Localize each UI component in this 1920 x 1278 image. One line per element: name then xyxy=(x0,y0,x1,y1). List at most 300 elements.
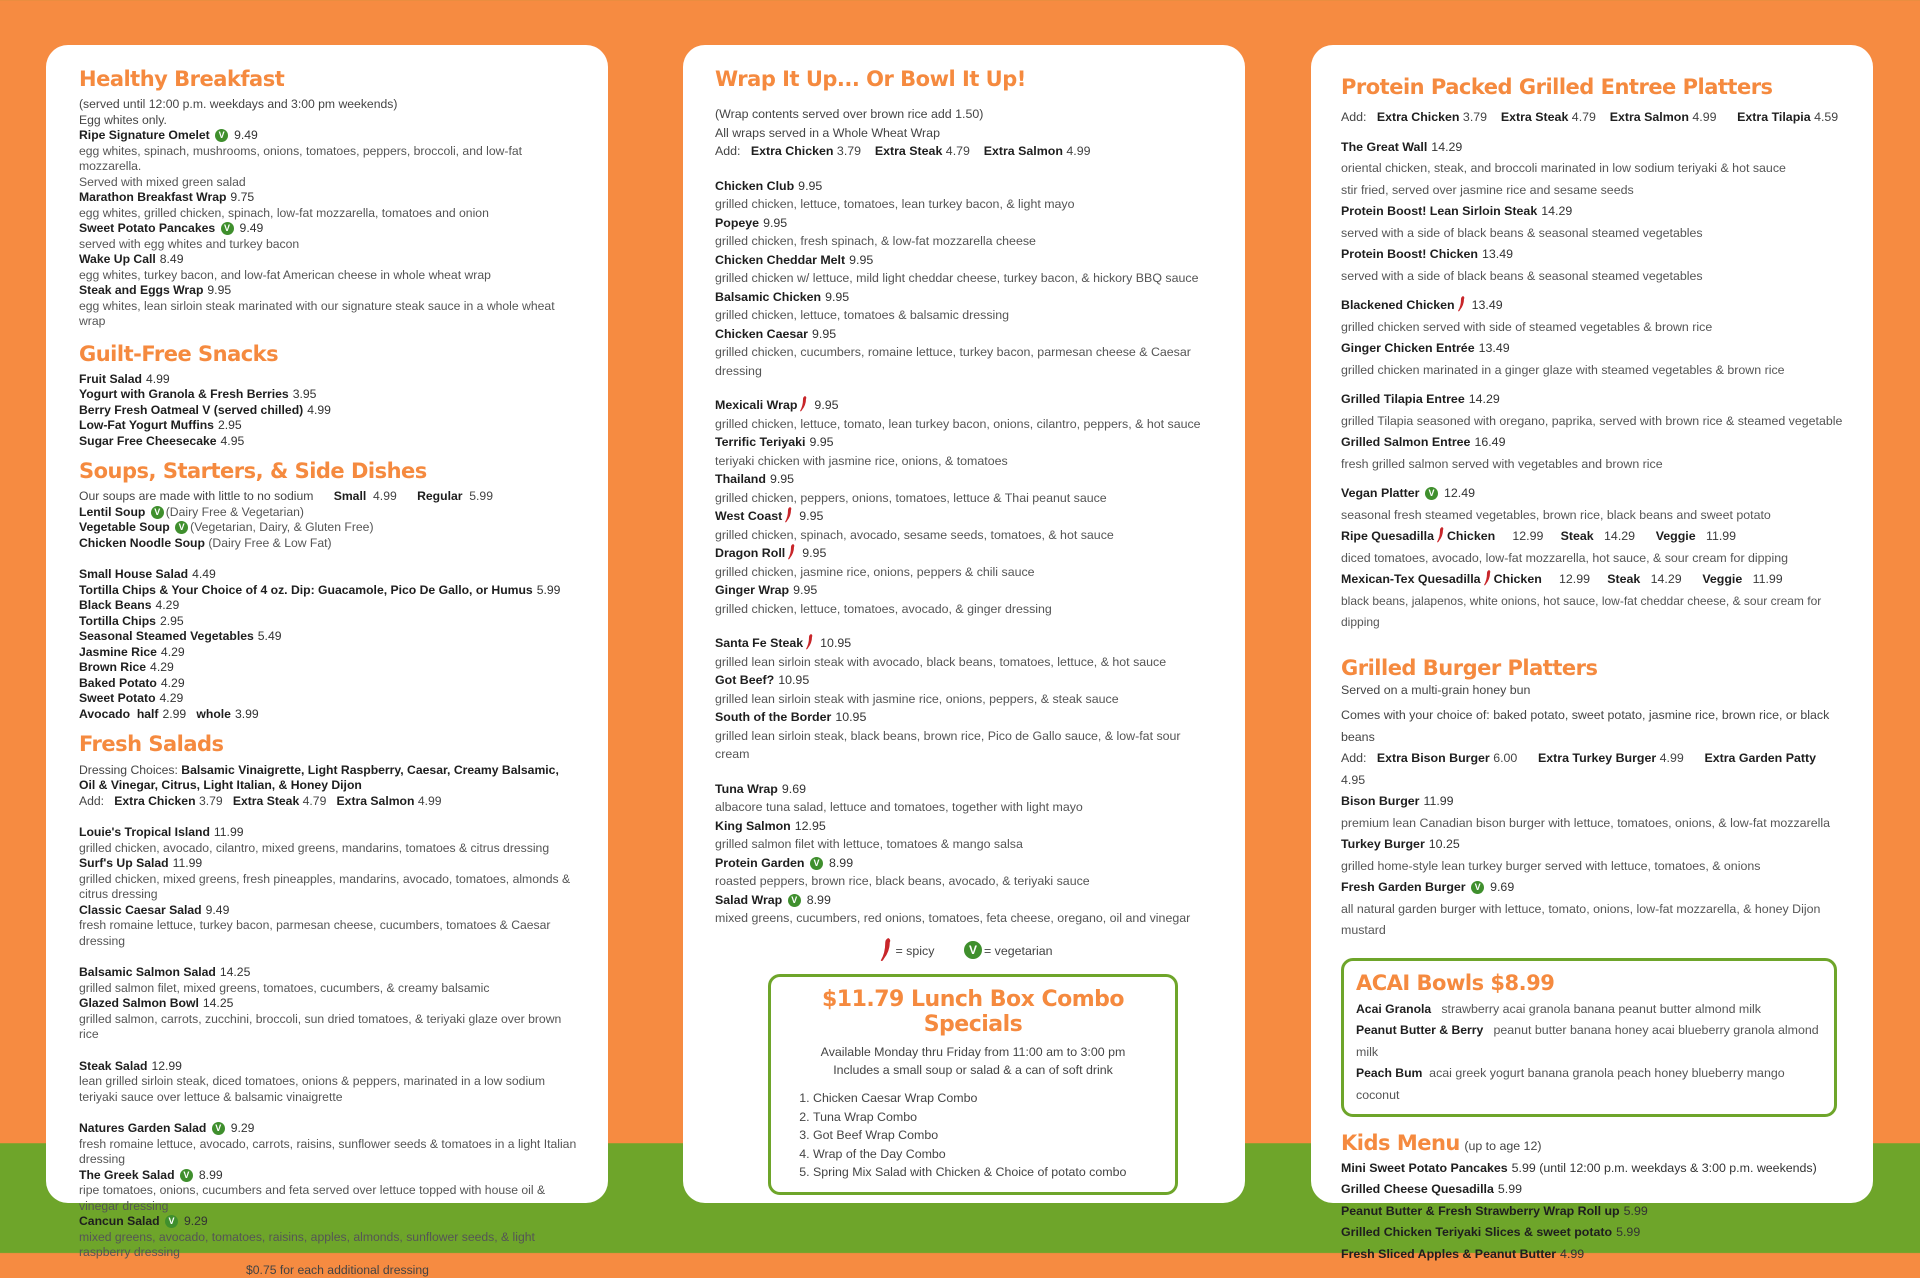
menu-item xyxy=(79,434,578,450)
item-name: Brown Rice xyxy=(79,660,147,675)
option-label: Chicken xyxy=(1446,529,1496,544)
item-name: Ripe Signature Omelet xyxy=(79,128,210,143)
item-price: 13.49 xyxy=(1471,298,1503,313)
item-note: (Dairy Free & Low Fat) xyxy=(208,535,332,550)
sides-list xyxy=(79,567,578,707)
item-price: 8.99 xyxy=(828,855,854,870)
item-price: 14.25 xyxy=(219,965,251,980)
vegetarian-icon: V xyxy=(212,1122,225,1135)
salad-group xyxy=(79,1121,578,1261)
item-name: Vegetable Soup xyxy=(79,520,170,535)
item-price: 4.29 xyxy=(160,675,185,690)
option-label: Steak xyxy=(1607,572,1641,587)
menu-item xyxy=(715,544,1215,563)
item-desc: oriental chicken, steak, and broccoli marinated in low sodium teriyaki & hot sauce xyxy=(1341,161,1786,176)
item-desc: served with a side of black beans & seasonal steamed vegetables xyxy=(1341,268,1703,283)
regular-label: Regular xyxy=(417,489,463,504)
item-price: 8.49 xyxy=(159,252,184,267)
menu-item xyxy=(79,252,578,268)
vegetarian-icon: V xyxy=(964,941,982,959)
item-name: Ginger Chicken Entrée xyxy=(1341,341,1475,356)
item-price: 9.29 xyxy=(183,1214,208,1229)
extra-price: 4.79 xyxy=(1571,110,1596,125)
menu-item xyxy=(79,598,578,614)
item-desc: roasted peppers, brown rice, black beans, avocado, & teriyaki sauce xyxy=(715,874,1090,889)
menu-item xyxy=(715,470,1215,489)
spacer xyxy=(79,949,578,965)
item-name: Peanut Butter & Berry xyxy=(1356,1023,1484,1038)
regular-price: 5.99 xyxy=(469,489,493,504)
dressing-choices xyxy=(79,763,578,779)
item-desc: grilled chicken, lettuce, tomato, lean turkey bacon, onions, cilantro, peppers, & hot sauce xyxy=(715,416,1201,431)
item-price: 4.99 xyxy=(145,371,170,386)
menu-item xyxy=(715,891,1215,910)
combo-list xyxy=(787,1089,1159,1182)
menu-item xyxy=(715,854,1215,873)
item-price: 16.49 xyxy=(1474,435,1506,450)
vegetarian-icon: V xyxy=(215,129,228,142)
item-name: Cancun Salad xyxy=(79,1214,160,1229)
item-desc: egg whites, grilled chicken, spinach, low-fat mozzarella, tomatoes and onion xyxy=(79,205,489,220)
menu-item xyxy=(1341,201,1843,223)
extra-name: Extra Salmon xyxy=(336,793,415,808)
add-label: Add: xyxy=(1341,110,1367,125)
option-label: Chicken xyxy=(1493,572,1542,587)
menu-item xyxy=(79,403,578,419)
legend-spicy: = spicy xyxy=(895,943,935,958)
salad-group xyxy=(79,965,578,1043)
item-name: Chicken Club xyxy=(715,178,795,193)
avocado-whole-label: whole xyxy=(196,706,231,721)
dressing-footer: $0.75 for each additional dressing xyxy=(246,1262,429,1277)
menu-item xyxy=(79,629,578,645)
option-price: 14.29 xyxy=(1650,572,1682,587)
item-name: Natures Garden Salad xyxy=(79,1121,207,1136)
item-price: 9.49 xyxy=(234,128,258,143)
menu-item xyxy=(79,1121,578,1137)
add-label: Add: xyxy=(715,144,741,159)
item-desc: premium lean Canadian bison burger with lettuce, tomatoes, onions, & low-fat mozzarella xyxy=(1341,815,1830,830)
menu-item xyxy=(1341,338,1843,360)
item-desc: fresh romaine lettuce, turkey bacon, parmesan cheese, cucumbers, tomatoes & Caesar dressing xyxy=(79,918,551,948)
menu-item xyxy=(715,634,1215,653)
salad-extras xyxy=(79,794,578,810)
item-name: Tortilla Chips xyxy=(79,613,156,628)
menu-item xyxy=(1341,1179,1843,1201)
extra-name: Extra Steak xyxy=(1500,110,1569,125)
item-desc: Served with mixed green salad xyxy=(79,174,246,189)
burger-note: Served on a multi-grain honey bun xyxy=(1341,682,1531,697)
spacer xyxy=(715,380,1215,396)
extra-name: Extra Tilapia xyxy=(1737,110,1811,125)
vegetarian-icon: V xyxy=(165,1215,178,1228)
spacer xyxy=(79,1043,578,1059)
wrap-group xyxy=(715,780,1215,928)
menu-item xyxy=(715,507,1215,526)
menu-item xyxy=(79,372,578,388)
wrap-extras xyxy=(715,142,1215,161)
wrap-group xyxy=(715,177,1215,381)
vegetarian-icon: V xyxy=(788,894,801,907)
extra-name: Extra Turkey Burger xyxy=(1537,751,1657,766)
item-price: 12.49 xyxy=(1443,486,1475,501)
item-name: Low-Fat Yogurt Muffins xyxy=(79,418,214,433)
extra-name: Extra Steak xyxy=(874,144,943,159)
dressing-label: Dressing Choices: xyxy=(79,762,178,777)
item-desc: grilled chicken, avocado, cilantro, mixed greens, mandarins, tomatoes & citrus dressing xyxy=(79,840,550,855)
item-price: 10.95 xyxy=(820,636,852,651)
item-name: Terrific Teriyaki xyxy=(715,435,806,450)
item-desc: grilled chicken, cucumbers, romaine lettuce, turkey bacon, parmesan cheese & Caesar dressing xyxy=(715,345,1191,378)
item-name: Chicken Cheddar Melt xyxy=(715,252,846,267)
item-name: West Coast xyxy=(715,509,783,524)
extra-price: 4.99 xyxy=(417,793,442,808)
menu-item xyxy=(715,251,1215,270)
menu-item xyxy=(79,965,578,981)
spacer xyxy=(715,618,1215,634)
extra-name: Extra Steak xyxy=(232,793,300,808)
vegetarian-icon: V xyxy=(151,506,164,519)
item-name: Chicken Noodle Soup xyxy=(79,535,205,550)
item-desc: grilled salmon filet, mixed greens, tomatoes, cucumbers, & creamy balsamic xyxy=(79,980,490,995)
item-name: Peach Bum xyxy=(1356,1066,1423,1081)
menu-item xyxy=(79,128,578,144)
item-name: Fresh Sliced Apples & Peanut Butter xyxy=(1341,1246,1557,1261)
menu-item xyxy=(715,780,1215,799)
item-price: 9.95 xyxy=(207,283,232,298)
extra-price: 4.95 xyxy=(1341,772,1366,787)
menu-item xyxy=(79,856,578,872)
item-price: 4.99 xyxy=(1560,1246,1585,1261)
item-price: 4.49 xyxy=(192,567,216,582)
breakfast-note: (served until 12:00 p.m. weekdays and 3:00 pm weekends) xyxy=(79,97,398,112)
item-name: Popeye xyxy=(715,215,760,230)
combo-title: $11.79 Lunch Box Combo Specials xyxy=(821,986,1125,1037)
menu-item xyxy=(79,536,578,552)
item-name: Sweet Potato xyxy=(79,691,156,706)
item-name: Balsamic Salmon Salad xyxy=(79,965,216,980)
extra-price: 4.99 xyxy=(1692,110,1717,125)
spacer xyxy=(1341,381,1843,389)
item-price: 13.49 xyxy=(1482,247,1514,262)
option-price: 12.99 xyxy=(1512,529,1544,544)
dressing-list: Balsamic Vinaigrette, Light Raspberry, Caesar, Creamy Balsamic, xyxy=(181,762,559,777)
combo-item: 2. Tuna Wrap Combo xyxy=(813,1108,1159,1127)
combo-item: 4. Wrap of the Day Combo xyxy=(813,1145,1159,1164)
chili-pepper-icon xyxy=(880,938,892,962)
item-name: Fresh Garden Burger xyxy=(1341,880,1466,895)
menu-item xyxy=(79,418,578,434)
item-name: Protein Boost! Lean Sirloin Steak xyxy=(1341,204,1538,219)
menu-item xyxy=(715,288,1215,307)
acai-title: ACAI Bowls $8.99 xyxy=(1356,970,1555,995)
item-name: Mexicali Wrap xyxy=(715,398,798,413)
item-desc: grilled chicken, fresh spinach, & low-fat mozzarella cheese xyxy=(715,234,1036,249)
item-price: 13.49 xyxy=(1478,341,1510,356)
item-price: 9.95 xyxy=(799,509,824,524)
item-name: Mexican-Tex Quesadilla xyxy=(1341,572,1481,587)
item-price: 12.99 xyxy=(151,1058,182,1073)
menu-item xyxy=(715,433,1215,452)
soup-note-text: Our soups are made with little to no sodium xyxy=(79,489,314,504)
item-price: 9.95 xyxy=(825,289,850,304)
menu-item xyxy=(79,691,578,707)
item-price: 9.95 xyxy=(802,546,827,561)
section-title-snacks: Guilt-Free Snacks xyxy=(79,341,279,366)
item-price: 3.99 xyxy=(234,706,259,721)
item-price: 4.29 xyxy=(155,598,180,613)
item-name: The Great Wall xyxy=(1341,139,1428,154)
menu-item xyxy=(715,177,1215,196)
menu-item xyxy=(79,825,578,841)
item-desc: served with a side of black beans & seasonal steamed vegetables xyxy=(1341,225,1703,240)
chili-pepper-icon xyxy=(788,544,795,560)
menu-item xyxy=(79,1214,578,1230)
item-desc: grilled chicken, spinach, avocado, sesame seeds, tomatoes, & hot sauce xyxy=(715,527,1114,542)
menu-item xyxy=(1356,999,1822,1021)
legend xyxy=(715,938,1215,962)
item-name: Glazed Salmon Bowl xyxy=(79,996,199,1011)
vegetarian-icon: V xyxy=(221,222,234,235)
menu-item xyxy=(1341,432,1843,454)
menu-item xyxy=(79,1168,578,1184)
item-price: 9.75 xyxy=(230,190,255,205)
item-desc: fresh grilled salmon served with vegetables and brown rice xyxy=(1341,456,1663,471)
extra-price: 4.99 xyxy=(1659,751,1684,766)
item-name: Protein Garden xyxy=(715,855,805,870)
item-price: 11.99 xyxy=(213,825,244,840)
item-desc: served with egg whites and turkey bacon xyxy=(79,236,300,251)
item-desc: grilled Tilapia seasoned with oregano, paprika, served with brown rice & steamed vegetable xyxy=(1341,413,1843,428)
small-price: 4.99 xyxy=(373,489,397,504)
salad-group xyxy=(79,825,578,949)
item-name: South of the Border xyxy=(715,710,832,725)
platter-extras xyxy=(1341,107,1843,129)
item-desc: egg whites, lean sirloin steak marinated with our signature steak sauce in a whole wheat wrap xyxy=(79,298,555,329)
item-name: Thailand xyxy=(715,472,766,487)
vegetarian-icon: V xyxy=(175,521,188,534)
menu-item xyxy=(1341,483,1843,505)
lunch-combo-box xyxy=(768,974,1178,1195)
salad-group xyxy=(79,1059,578,1106)
item-note: (Dairy Free & Vegetarian) xyxy=(165,504,304,519)
menu-item xyxy=(79,387,578,403)
item-name: Grilled Tilapia Entree xyxy=(1341,392,1465,407)
item-name: Dragon Roll xyxy=(715,546,786,561)
vegetarian-icon: V xyxy=(1471,881,1484,894)
item-price: 9.69 xyxy=(781,781,806,796)
menu-item xyxy=(715,708,1215,727)
spacer xyxy=(715,161,1215,177)
menu-item xyxy=(79,583,578,599)
spacer xyxy=(79,809,578,825)
item-name: Steak Salad xyxy=(79,1058,148,1073)
item-name: Acai Granola xyxy=(1356,1001,1432,1016)
item-name: Steak and Eggs Wrap xyxy=(79,283,204,298)
menu-item xyxy=(79,1059,578,1075)
menu-panel-left xyxy=(46,45,608,1277)
section-title-platters: Protein Packed Grilled Entree Platters xyxy=(1341,75,1773,99)
combo-item: 1. Chicken Caesar Wrap Combo xyxy=(813,1089,1159,1108)
item-desc: teriyaki chicken with jasmine rice, onions, & tomatoes xyxy=(715,453,1008,468)
item-price: 12.95 xyxy=(794,818,826,833)
item-desc: grilled chicken, lettuce, tomatoes & balsamic dressing xyxy=(715,308,1010,323)
combo-line: Available Monday thru Friday from 11:00 am to 3:00 pm xyxy=(820,1045,1126,1060)
menu-item xyxy=(1341,244,1843,266)
item-price: 5.99 xyxy=(536,582,561,597)
wrap-group xyxy=(715,634,1215,764)
item-price: 3.95 xyxy=(292,387,317,402)
item-name: Grilled Salmon Entree xyxy=(1341,435,1471,450)
extra-name: Extra Chicken xyxy=(114,793,196,808)
item-name: Louie's Tropical Island xyxy=(79,825,210,840)
item-desc: grilled chicken, lettuce, tomatoes, avocado, & ginger dressing xyxy=(715,601,1052,616)
item-price: 4.99 xyxy=(307,402,331,417)
menu-item xyxy=(79,520,578,536)
item-price: 9.95 xyxy=(814,398,839,413)
menu-item xyxy=(1356,1063,1822,1106)
menu-item xyxy=(79,283,578,299)
item-price: 4.95 xyxy=(220,433,245,448)
extra-price: 4.99 xyxy=(1066,144,1091,159)
add-label: Add: xyxy=(1341,751,1367,766)
vegetarian-icon: V xyxy=(180,1169,193,1182)
extra-name: Extra Bison Burger xyxy=(1376,751,1490,766)
option-price: 14.29 xyxy=(1604,529,1636,544)
item-desc: acai greek yogurt banana granola peach honey blueberry mango coconut xyxy=(1356,1066,1785,1102)
item-price: 8.99 xyxy=(198,1167,223,1182)
item-name: Bison Burger xyxy=(1341,794,1420,809)
item-price: 8.99 xyxy=(806,892,831,907)
menu-panel-middle xyxy=(683,45,1245,1203)
chili-pepper-icon xyxy=(800,396,807,412)
section-title-soups: Soups, Starters, & Side Dishes xyxy=(79,459,427,484)
item-name: Chicken Caesar xyxy=(715,326,808,341)
item-name: Grilled Cheese Quesadilla xyxy=(1341,1182,1494,1197)
item-price: 14.29 xyxy=(1541,204,1573,219)
item-name: Grilled Chicken Teriyaki Slices & sweet potato xyxy=(1341,1225,1613,1240)
item-name: Seasonal Steamed Vegetables xyxy=(79,629,254,644)
spacer xyxy=(79,1105,578,1121)
kids-age-note: (up to age 12) xyxy=(1464,1139,1542,1154)
item-desc: peanut butter banana honey acai blueberry granola almond milk xyxy=(1356,1023,1819,1059)
extra-name: Extra Salmon xyxy=(983,144,1063,159)
menu-item xyxy=(715,325,1215,344)
item-name: Got Beef? xyxy=(715,673,775,688)
spacer xyxy=(79,551,578,567)
item-price: 9.95 xyxy=(763,215,788,230)
menu-item xyxy=(79,996,578,1012)
item-desc: egg whites, spinach, mushrooms, onions, tomatoes, peppers, broccoli, and low-fat mozzarella. xyxy=(79,143,523,174)
menu-item xyxy=(1341,834,1843,856)
menu-item xyxy=(1341,1222,1843,1244)
combo-item: 3. Got Beef Wrap Combo xyxy=(813,1126,1159,1145)
item-price: 9.69 xyxy=(1490,880,1515,895)
item-desc: albacore tuna salad, lettuce and tomatoes, together with light mayo xyxy=(715,800,1083,815)
item-name: Jasmine Rice xyxy=(79,644,157,659)
item-price: 10.25 xyxy=(1428,837,1460,852)
extra-price: 4.79 xyxy=(945,144,970,159)
wrap-note: All wraps served in a Whole Wheat Wrap xyxy=(715,125,940,140)
extra-name: Extra Salmon xyxy=(1609,110,1689,125)
menu-item xyxy=(1341,791,1843,813)
item-price: 4.29 xyxy=(160,644,185,659)
chili-pepper-icon xyxy=(1484,570,1491,586)
item-price: 14.29 xyxy=(1468,392,1500,407)
menu-item xyxy=(1341,1244,1843,1266)
option-price: 12.99 xyxy=(1559,572,1591,587)
spacer xyxy=(1341,129,1843,137)
option-price: 11.99 xyxy=(1752,572,1783,587)
vegetarian-icon: V xyxy=(1425,487,1438,500)
item-name: Santa Fe Steak xyxy=(715,636,804,651)
item-desc: grilled chicken marinated in a ginger glaze with steamed vegetables & brown rice xyxy=(1341,362,1785,377)
menu-item xyxy=(1341,295,1843,317)
item-note: (Vegetarian, Dairy, & Gluten Free) xyxy=(190,520,374,535)
option-label: Veggie xyxy=(1655,529,1696,544)
item-name: Ginger Wrap xyxy=(715,583,790,598)
item-desc: grilled chicken served with side of steamed vegetables & brown rice xyxy=(1341,319,1713,334)
item-desc: grilled chicken, mixed greens, fresh pineapples, mandarins, avocado, tomatoes, almonds & citrus dressing xyxy=(79,871,571,902)
item-price: 2.99 xyxy=(162,706,187,721)
menu-item xyxy=(79,707,578,723)
extra-name: Extra Garden Patty xyxy=(1704,751,1816,766)
item-name: Wake Up Call xyxy=(79,252,156,267)
item-name: Sweet Potato Pancakes xyxy=(79,221,216,236)
item-name: Surf's Up Salad xyxy=(79,856,169,871)
menu-item xyxy=(79,676,578,692)
item-name: Fruit Salad xyxy=(79,371,142,386)
item-name: Ripe Quesadilla xyxy=(1341,529,1434,544)
soup-note xyxy=(79,489,578,505)
item-price: 9.95 xyxy=(849,252,874,267)
chili-pepper-icon xyxy=(785,507,792,523)
extra-name: Extra Chicken xyxy=(1376,110,1460,125)
chili-pepper-icon xyxy=(1437,527,1444,543)
item-name: Peanut Butter & Fresh Strawberry Wrap Roll up xyxy=(1341,1203,1620,1218)
option-label: Steak xyxy=(1560,529,1594,544)
item-name: Vegan Platter xyxy=(1341,486,1420,501)
extra-price: 4.79 xyxy=(302,793,327,808)
item-name: Avocado xyxy=(79,706,131,721)
item-price: 10.95 xyxy=(778,673,810,688)
item-name: Sugar Free Cheesecake xyxy=(79,433,217,448)
menu-item xyxy=(1341,389,1843,411)
item-name: Classic Caesar Salad xyxy=(79,902,202,917)
item-desc: lean grilled sirloin steak, diced tomatoes, onions & peppers, marinated in a low sodium teriyaki sauce over lettuce & balsamic vinaigrette xyxy=(79,1074,546,1104)
menu-item xyxy=(715,214,1215,233)
item-price: 14.29 xyxy=(1431,139,1463,154)
item-name: Protein Boost! Chicken xyxy=(1341,247,1478,262)
item-name: Balsamic Chicken xyxy=(715,289,822,304)
menu-item xyxy=(79,505,578,521)
item-name: The Greek Salad xyxy=(79,1167,175,1182)
menu-item xyxy=(1341,1201,1843,1223)
spacer xyxy=(1341,287,1843,295)
section-title-burgers: Grilled Burger Platters xyxy=(1341,655,1598,680)
menu-item xyxy=(79,660,578,676)
item-price: 9.29 xyxy=(230,1121,255,1136)
item-price: 14.25 xyxy=(202,996,234,1011)
item-price: 5.99 (until 12:00 p.m. weekdays & 3:00 p.m. weekends) xyxy=(1511,1160,1817,1175)
item-desc: seasonal fresh steamed vegetables, brown rice, black beans and sweet potato xyxy=(1341,507,1771,522)
item-desc: grilled chicken, lettuce, tomatoes, lean turkey bacon, & light mayo xyxy=(715,197,1075,212)
menu-panel-right xyxy=(1311,45,1873,1261)
vegetarian-icon: V xyxy=(810,857,823,870)
avocado-half-label: half xyxy=(136,706,159,721)
item-desc: strawberry acai granola banana peanut butter almond milk xyxy=(1441,1001,1761,1016)
section-title-salads: Fresh Salads xyxy=(79,732,224,757)
